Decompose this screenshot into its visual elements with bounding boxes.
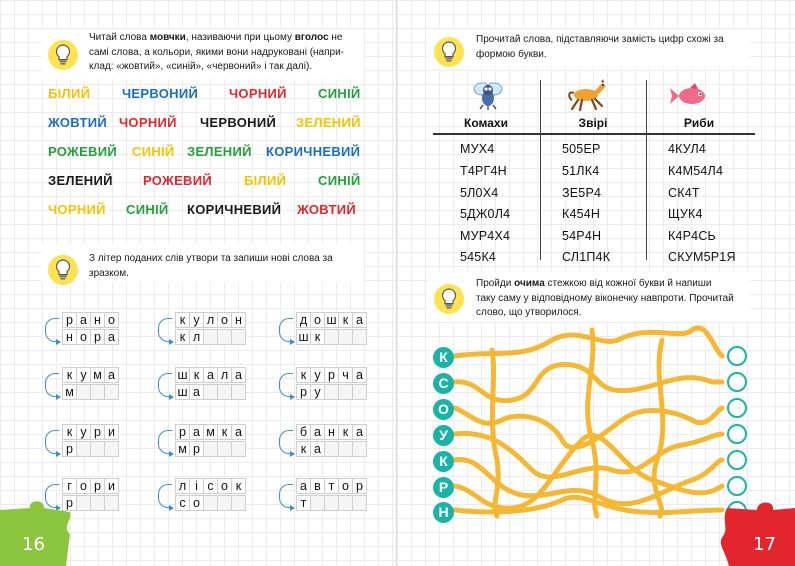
table-cell: К4М54Л4 <box>668 164 724 178</box>
answer-word <box>296 329 366 346</box>
fly-icon <box>471 79 505 111</box>
answer-word <box>175 441 245 458</box>
letter-box: т <box>296 495 311 511</box>
table-column-header: Звірі <box>578 116 608 130</box>
table-cell: МУР4Х4 <box>460 229 511 243</box>
letter-box: р <box>90 424 105 440</box>
curved-arrow-icon <box>279 318 293 342</box>
letter-box: к <box>310 329 325 345</box>
word-transform-group <box>296 478 366 512</box>
table-cell: К454Н <box>562 207 601 221</box>
letter-box: л <box>217 367 232 383</box>
task1-instruction: Читай слова мовчки, називаючи при цьому вголос не самі слова, а кольори, якими вони надруковані (напри- клад: «жовтий», «синій», «червоний» і так далі). <box>89 32 345 72</box>
answer-letter-box[interactable] <box>324 441 339 457</box>
answer-letter-box[interactable] <box>352 441 367 457</box>
letter-box: н <box>231 312 246 328</box>
answer-circle[interactable] <box>727 346 747 366</box>
table-cell: 54Р4Н <box>562 229 602 243</box>
answer-letter-box[interactable] <box>231 441 246 457</box>
answer-letter-box[interactable] <box>217 329 232 345</box>
table-cell: 51ЛК4 <box>562 164 600 178</box>
answer-letter-box[interactable] <box>90 441 105 457</box>
letter-box: о <box>104 312 119 328</box>
answer-letter-box[interactable] <box>231 329 246 345</box>
color-word-grid <box>48 86 363 231</box>
puzzle-piece-left <box>0 500 80 566</box>
curved-arrow-icon <box>158 373 172 397</box>
letter-box: р <box>62 441 77 457</box>
letter-box: ш <box>296 329 311 345</box>
letter-box: у <box>310 367 325 383</box>
letter-box: к <box>338 424 353 440</box>
source-word <box>296 312 366 329</box>
curved-arrow-icon <box>45 430 59 454</box>
letter-box: к <box>175 329 190 345</box>
letter-box: м <box>62 384 77 400</box>
letter-box: н <box>90 312 105 328</box>
lightbulb-icon <box>48 255 78 285</box>
letter-box: а <box>310 441 325 457</box>
letter-box: ш <box>324 312 339 328</box>
letter-box: а <box>189 384 204 400</box>
page-number: 16 <box>22 534 45 555</box>
answer-word <box>296 495 366 512</box>
table-cell: ЗЕ5Р4 <box>562 186 602 200</box>
table-cell: Т4РГ4Н <box>460 164 507 178</box>
letter-box: о <box>338 478 353 494</box>
source-word <box>62 367 118 384</box>
answer-letter-box[interactable] <box>76 441 91 457</box>
curved-arrow-icon <box>45 373 59 397</box>
source-word <box>296 478 366 495</box>
color-word: ЖОВТИЙ <box>48 115 108 130</box>
letter-box: н <box>324 424 339 440</box>
letter-box: к <box>338 312 353 328</box>
letter-box: к <box>189 367 204 383</box>
color-word: СИНІЙ <box>318 86 361 101</box>
maze-letter: О <box>433 399 454 420</box>
letter-box: и <box>104 424 119 440</box>
answer-letter-box[interactable] <box>324 384 339 400</box>
letter-box: у <box>189 312 204 328</box>
color-word: РОЖЕВИЙ <box>143 173 213 188</box>
fish-icon <box>668 82 712 110</box>
answer-circle[interactable] <box>727 372 747 392</box>
source-word <box>175 312 245 329</box>
letter-box: а <box>352 312 367 328</box>
curved-arrow-icon <box>279 373 293 397</box>
table-divider <box>540 80 541 260</box>
letter-box: с <box>203 478 218 494</box>
letter-box: о <box>310 312 325 328</box>
letter-box: к <box>62 367 77 383</box>
answer-letter-box[interactable] <box>90 384 105 400</box>
answer-letter-box[interactable] <box>352 329 367 345</box>
color-word: ЗЕЛЕНИЙ <box>296 115 361 130</box>
answer-letter-box[interactable] <box>90 495 105 511</box>
task2-instruction: З літер поданих слів утвори та запиши нові слова за зразком. <box>89 253 333 279</box>
lightbulb-icon <box>434 37 464 67</box>
letter-box: м <box>90 367 105 383</box>
answer-letter-box[interactable] <box>324 329 339 345</box>
maze-letter: Н <box>433 502 454 523</box>
letter-box: р <box>324 367 339 383</box>
letter-box: р <box>90 329 105 345</box>
letter-box: ш <box>175 384 190 400</box>
answer-letter-box[interactable] <box>217 384 232 400</box>
word-transform-group <box>296 424 366 458</box>
letter-box: а <box>231 424 246 440</box>
color-word: СИНІЙ <box>318 173 361 188</box>
word-row <box>48 86 363 115</box>
letter-box: к <box>175 312 190 328</box>
source-word <box>175 424 245 441</box>
word-row <box>48 115 363 144</box>
color-word: КОРИЧНЕВИЙ <box>187 202 282 217</box>
curved-arrow-icon <box>158 484 172 508</box>
letter-box: т <box>324 478 339 494</box>
answer-word <box>62 384 118 401</box>
word-transform-group <box>175 312 245 346</box>
word-transform-group <box>175 424 245 458</box>
letter-box: р <box>296 384 311 400</box>
table-divider <box>646 80 647 260</box>
answer-letter-box[interactable] <box>338 495 353 511</box>
page-number: 17 <box>753 534 776 555</box>
task4-instruction: Пройди очима стежкою від кожної букви й напиши таку саму у відповідному віконечку навпроти. Прочитай слово, що утворилося. <box>476 278 734 318</box>
answer-letter-box[interactable] <box>231 495 246 511</box>
answer-letter-box[interactable] <box>76 384 91 400</box>
source-word <box>296 367 366 384</box>
word-transform-group <box>175 478 245 512</box>
curved-arrow-icon <box>45 318 59 342</box>
maze-letter: К <box>433 451 454 472</box>
left-page <box>0 0 397 566</box>
color-word: ЧОРНИЙ <box>48 202 106 217</box>
letter-box: н <box>62 329 77 345</box>
letter-box: ш <box>175 367 190 383</box>
letter-box: д <box>296 312 311 328</box>
answer-letter-box[interactable] <box>231 384 246 400</box>
letter-box: р <box>189 441 204 457</box>
answer-word <box>296 384 366 401</box>
letter-box: о <box>189 495 204 511</box>
letter-box: о <box>217 312 232 328</box>
source-word <box>62 312 118 329</box>
maze-letter: К <box>433 347 454 368</box>
answer-letter-box[interactable] <box>104 384 119 400</box>
letter-box: у <box>310 384 325 400</box>
answer-letter-box[interactable] <box>338 384 353 400</box>
horse-icon <box>566 78 608 112</box>
source-word <box>62 478 118 495</box>
answer-letter-box[interactable] <box>217 495 232 511</box>
letter-box: м <box>175 441 190 457</box>
letter-box: а <box>203 367 218 383</box>
letter-box: р <box>90 478 105 494</box>
letter-box: а <box>296 478 311 494</box>
letter-box: у <box>76 367 91 383</box>
color-word: ЗЕЛЕНИЙ <box>48 173 113 188</box>
letter-box: р <box>175 424 190 440</box>
maze-letter: Р <box>433 477 454 498</box>
word-transform-group <box>175 367 245 401</box>
curved-arrow-icon <box>279 430 293 454</box>
answer-circle[interactable] <box>727 450 747 470</box>
table-cell: 5Л0Х4 <box>460 186 499 200</box>
letter-box: к <box>296 367 311 383</box>
answer-letter-box[interactable] <box>352 495 367 511</box>
color-word: ЖОВТИЙ <box>297 202 357 217</box>
answer-letter-box[interactable] <box>203 384 218 400</box>
lightbulb-icon <box>48 40 78 70</box>
table-cell: СК4Т <box>668 186 700 200</box>
answer-letter-box[interactable] <box>338 329 353 345</box>
table-cell: 5ДЖ0Л4 <box>460 207 511 221</box>
letter-box: а <box>104 329 119 345</box>
letter-box: и <box>104 478 119 494</box>
letter-box: ч <box>338 367 353 383</box>
answer-letter-box[interactable] <box>203 441 218 457</box>
curved-arrow-icon <box>158 430 172 454</box>
color-word: ЗЕЛЕНИЙ <box>187 144 252 159</box>
answer-word <box>62 329 118 346</box>
word-transform-group <box>296 367 366 401</box>
maze-paths <box>452 320 732 520</box>
letter-box: л <box>175 478 190 494</box>
letter-box: а <box>310 424 325 440</box>
maze-letter: С <box>433 373 454 394</box>
curved-arrow-icon <box>279 484 293 508</box>
color-word: КОРИЧНЕВИЙ <box>266 144 361 159</box>
answer-letter-box[interactable] <box>104 441 119 457</box>
curved-arrow-icon <box>158 318 172 342</box>
color-word: ЧОРНИЙ <box>229 86 287 101</box>
word-row <box>48 144 363 173</box>
color-word: ЧЕРВОНИЙ <box>200 115 277 130</box>
answer-letter-box[interactable] <box>203 495 218 511</box>
table-cell: СКУМ5Р1Я <box>668 250 736 264</box>
letter-box: у <box>76 424 91 440</box>
color-word: РОЖЕВИЙ <box>48 144 118 159</box>
answer-circle[interactable] <box>727 476 747 496</box>
word-row <box>48 173 363 202</box>
letter-box: р <box>62 312 77 328</box>
answer-word <box>175 329 245 346</box>
letter-box: л <box>189 329 204 345</box>
color-word: СИНІЙ <box>132 144 175 159</box>
task3-instruction: Прочитай слова, підставляючи замість цифр схожі за формою букви. <box>476 34 724 60</box>
word-transform-group <box>296 312 366 346</box>
letter-box: а <box>352 367 367 383</box>
source-word <box>62 424 118 441</box>
answer-letter-box[interactable] <box>104 495 119 511</box>
letter-box: о <box>76 478 91 494</box>
letter-box: о <box>217 478 232 494</box>
letter-box: л <box>203 312 218 328</box>
table-column-header: Риби <box>683 116 715 130</box>
letter-box: м <box>203 424 218 440</box>
letter-box: а <box>189 424 204 440</box>
table-cell: ЩУК4 <box>668 207 703 221</box>
source-word <box>175 478 245 495</box>
letter-box: р <box>352 478 367 494</box>
answer-letter-box[interactable] <box>217 441 232 457</box>
table-cell: К4Р4СЬ <box>668 229 716 243</box>
table-cell: МУХ4 <box>460 142 495 156</box>
color-word: ЧЕРВОНИЙ <box>122 86 199 101</box>
answer-circle[interactable] <box>727 398 747 418</box>
answer-letter-box[interactable] <box>324 495 339 511</box>
maze-letter: У <box>433 425 454 446</box>
answer-letter-box[interactable] <box>310 495 325 511</box>
letter-box: г <box>62 478 77 494</box>
answer-letter-box[interactable] <box>203 329 218 345</box>
answer-letter-box[interactable] <box>338 441 353 457</box>
letter-box: о <box>76 329 91 345</box>
table-header-rule <box>433 133 755 135</box>
letter-box: а <box>231 367 246 383</box>
letter-box: б <box>296 424 311 440</box>
letter-box: к <box>231 478 246 494</box>
letter-box: с <box>175 495 190 511</box>
word-row <box>48 202 363 231</box>
table-cell: 4КУЛ4 <box>668 142 707 156</box>
color-word: БІЛИЙ <box>48 86 91 101</box>
letter-box: к <box>62 424 77 440</box>
letter-box: в <box>310 478 325 494</box>
answer-word <box>296 441 366 458</box>
answer-circle[interactable] <box>727 424 747 444</box>
table-cell: 505ЕР <box>562 142 601 156</box>
letter-box: к <box>296 441 311 457</box>
word-transform-group <box>62 367 118 401</box>
letter-box: а <box>352 424 367 440</box>
source-word <box>175 367 245 384</box>
source-word <box>296 424 366 441</box>
letter-box: р <box>62 495 77 511</box>
answer-word <box>175 495 245 512</box>
color-word: ЧОРНИЙ <box>119 115 177 130</box>
lightbulb-icon <box>434 284 464 314</box>
answer-word <box>62 441 118 458</box>
table-column-header: Комахи <box>464 116 508 130</box>
letter-box: а <box>104 367 119 383</box>
table-cell: 545К4 <box>460 250 497 264</box>
word-transform-group <box>62 424 118 458</box>
color-word: БІЛИЙ <box>244 173 287 188</box>
table-cell: СЛ1П4К <box>562 250 611 264</box>
puzzle-piece-right <box>717 500 795 566</box>
answer-letter-box[interactable] <box>352 384 367 400</box>
letter-box: к <box>217 424 232 440</box>
word-transform-group <box>62 312 118 346</box>
letter-box: і <box>189 478 204 494</box>
color-word: СИНІЙ <box>126 202 169 217</box>
letter-box: а <box>76 312 91 328</box>
answer-word <box>175 384 245 401</box>
